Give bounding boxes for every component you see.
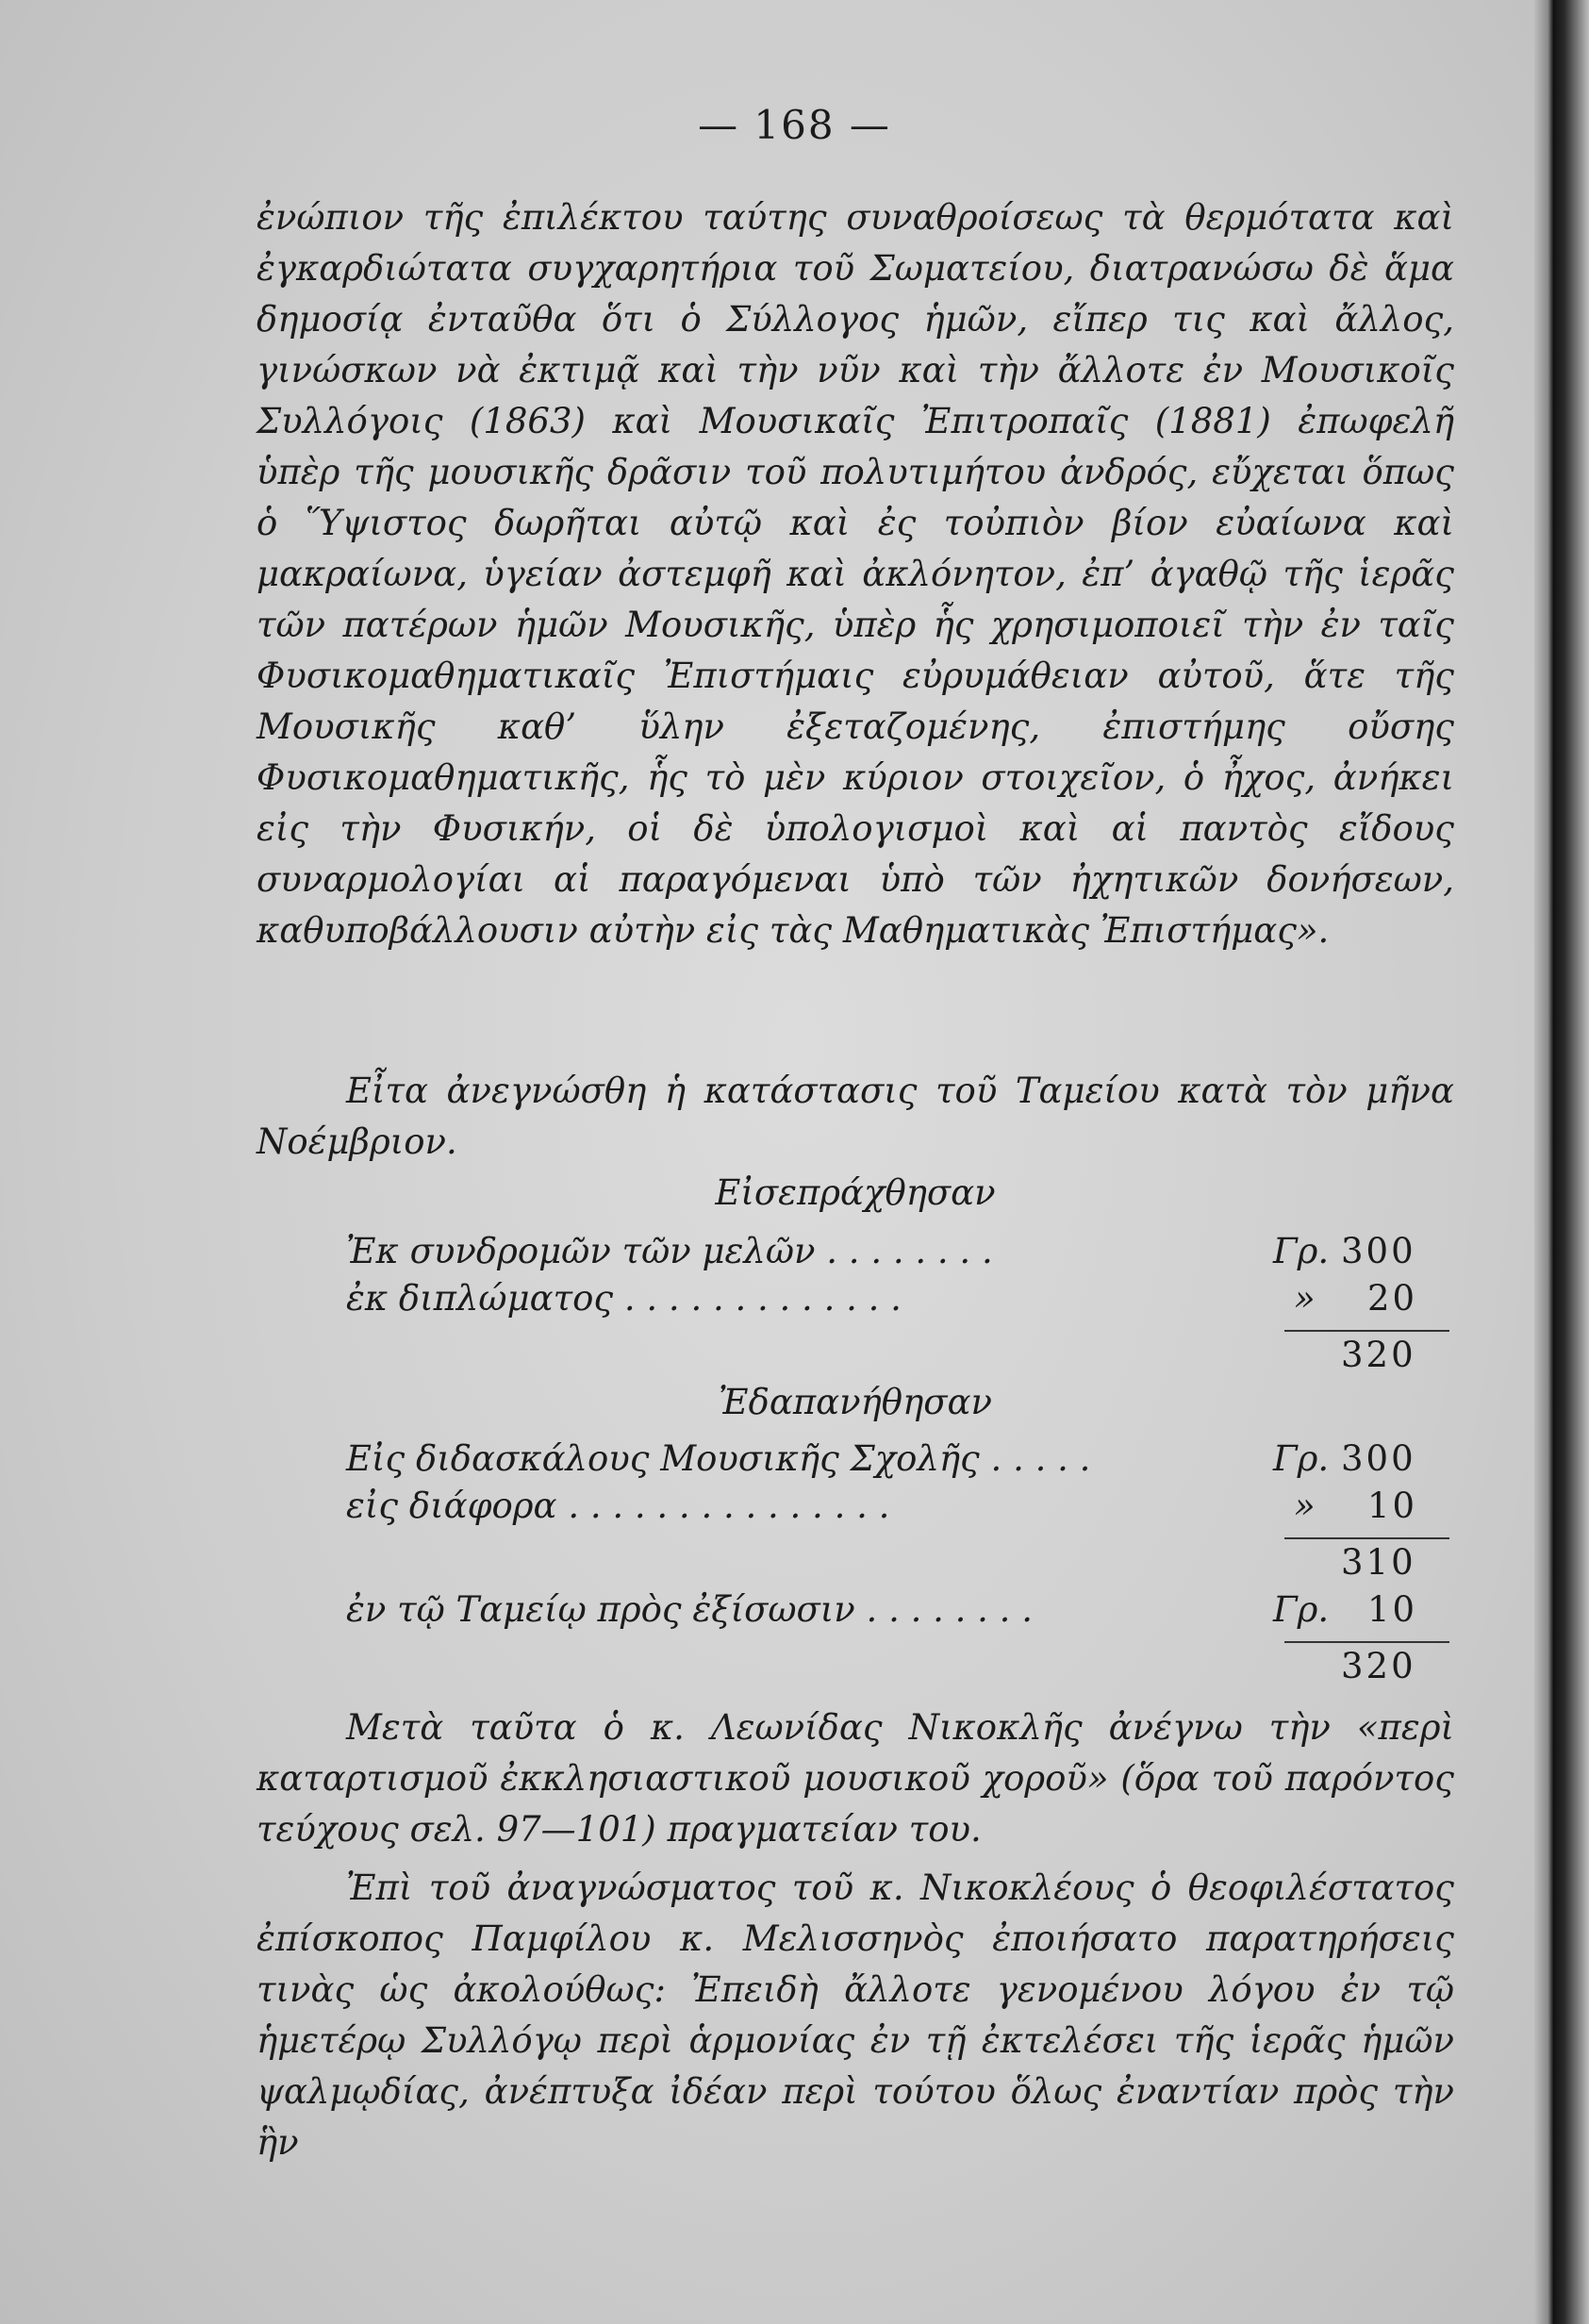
- ledger-amount: 300: [1341, 1231, 1416, 1271]
- ledger-amount: 20: [1367, 1278, 1418, 1319]
- grand-total: 320: [1341, 1646, 1416, 1686]
- sum-rule: [1284, 1330, 1449, 1332]
- ledger-currency: Γρ.: [1273, 1589, 1330, 1630]
- ledger-currency: Γρ.: [1273, 1438, 1330, 1479]
- ledger-currency: »: [1294, 1486, 1316, 1526]
- sum-rule: [1284, 1537, 1449, 1539]
- ledger-amount: 10: [1367, 1486, 1418, 1526]
- paragraph-nikoklis: Μετὰ ταῦτα ὁ κ. Λεωνίδας Νικοκλῆς ἀνέγνω τὴν «περὶ καταρτισμοῦ ἐκκλησιαστικοῦ μουσικοῦ χοροῦ» (ὅρα τοῦ παρόντος τεύχους σελ. 97—101) πραγματείαν του.: [257, 1707, 1454, 1850]
- page-number: — 168 —: [698, 102, 891, 148]
- ledger-currency: »: [1294, 1278, 1316, 1319]
- paragraph-speech: ἐνώπιον τῆς ἐπιλέκτου ταύτης συναθροίσεως τὰ θερμότατα καὶ ἐγκαρδιώτατα συγχαρητήρια τοῦ Σωματείου, διατρανώσω δὲ ἅμα δημοσίᾳ ἐνταῦθα ὅτι ὁ Σύλλογος ἡμῶν, εἴπερ τις καὶ ἄλλος, γινώσκων νὰ ἐκτιμᾷ καὶ τὴν νῦν καὶ τὴν ἄλλοτε ἐν Μουσικοῖς Συλλόγοις (1863) καὶ Μουσικαῖς Ἐπιτροπαῖς (1881) ἐπωφελῆ ὑπὲρ τῆς μουσικῆς δρᾶσιν τοῦ πολυτιμήτου ἀνδρός, εὔχεται ὅπως ὁ Ὕψιστος δωρῆται αὐτῷ καὶ ἐς τοὐπιὸν βίον εὐαίωνα καὶ μακραίωνα, ὑγείαν ἀστεμφῆ καὶ ἀκλόνητον, ἐπ’ ἀγαθῷ τῆς ἱερᾶς τῶν πατέρων ἡμῶν Μουσικῆς, ὑπὲρ ἧς χρησιμοποιεῖ τὴν ἐν ταῖς Φυσικομαθηματικαῖς Ἐπιστήμαις εὐρυμάθειαν αὐτοῦ, ἅτε τῆς Μουσικῆς καθ’ ὕλην ἐξεταζομένης, ἐπιστήμης οὔσης Φυσικομαθηματικῆς, ἧς τὸ μὲν κύριον στοιχεῖον, ὁ ἦχος, ἀνήκει εἰς τὴν Φυσικήν, οἱ δὲ ὑπολογισμοὶ καὶ αἱ παντὸς εἴδους συναρμολογίαι αἱ παραγόμεναι ὑπὸ τῶν ἠχητικῶν δονήσεων, καθυποβάλλουσιν αὐτὴν εἰς τὰς Μαθηματικὰς Ἐπιστήμας».: [257, 197, 1454, 951]
- ledger-label: Εἰς διδασκάλους Μουσικῆς Σχολῆς . . . . .: [346, 1438, 1091, 1479]
- sum-rule: [1284, 1641, 1449, 1643]
- ledger-amount: 300: [1341, 1438, 1416, 1479]
- income-heading: Εἰσεπράχθησαν: [715, 1172, 996, 1213]
- ledger-label: ἐν τῷ Ταμείῳ πρὸς ἐξίσωσιν . . . . . . . .: [346, 1589, 1033, 1630]
- ledger-amount: 10: [1367, 1589, 1418, 1630]
- expense-total: 310: [1341, 1542, 1416, 1583]
- expense-heading: Ἐδαπανήθησαν: [719, 1382, 992, 1422]
- ledger-label: εἰς διάφορα . . . . . . . . . . . . . . .: [346, 1486, 890, 1526]
- ledger-currency: Γρ.: [1273, 1231, 1330, 1271]
- ledger-label: Ἐκ συνδρομῶν τῶν μελῶν . . . . . . . .: [346, 1231, 993, 1271]
- paragraph-melissinos: Ἐπὶ τοῦ ἀναγνώσματος τοῦ κ. Νικοκλέους ὁ θεοφιλέστατος ἐπίσκοπος Παμφίλου κ. Μελισσηνὸς ἐποιήσατο παρατηρήσεις τινὰς ὡς ἀκολούθως: Ἐπειδὴ ἄλλοτε γενομένου λόγου ἐν τῷ ἡμετέρῳ Συλλόγῳ περὶ ἁρμονίας ἐν τῇ ἐκτελέσει τῆς ἱερᾶς ἡμῶν ψαλμῳδίας, ἀνέπτυξα ἰδέαν περὶ τούτου ὅλως ἐναντίαν πρὸς τὴν ἣν: [257, 1868, 1454, 2163]
- book-spine-shadow: [1534, 0, 1589, 2324]
- paragraph-treasury-intro: Εἶτα ἀνεγνώσθη ἡ κατάστασις τοῦ Ταμείου κατὰ τὸν μῆνα Νοέμβριον.: [257, 1071, 1454, 1162]
- income-total: 320: [1341, 1335, 1416, 1375]
- ledger-label: ἐκ διπλώματος . . . . . . . . . . . . .: [346, 1278, 902, 1319]
